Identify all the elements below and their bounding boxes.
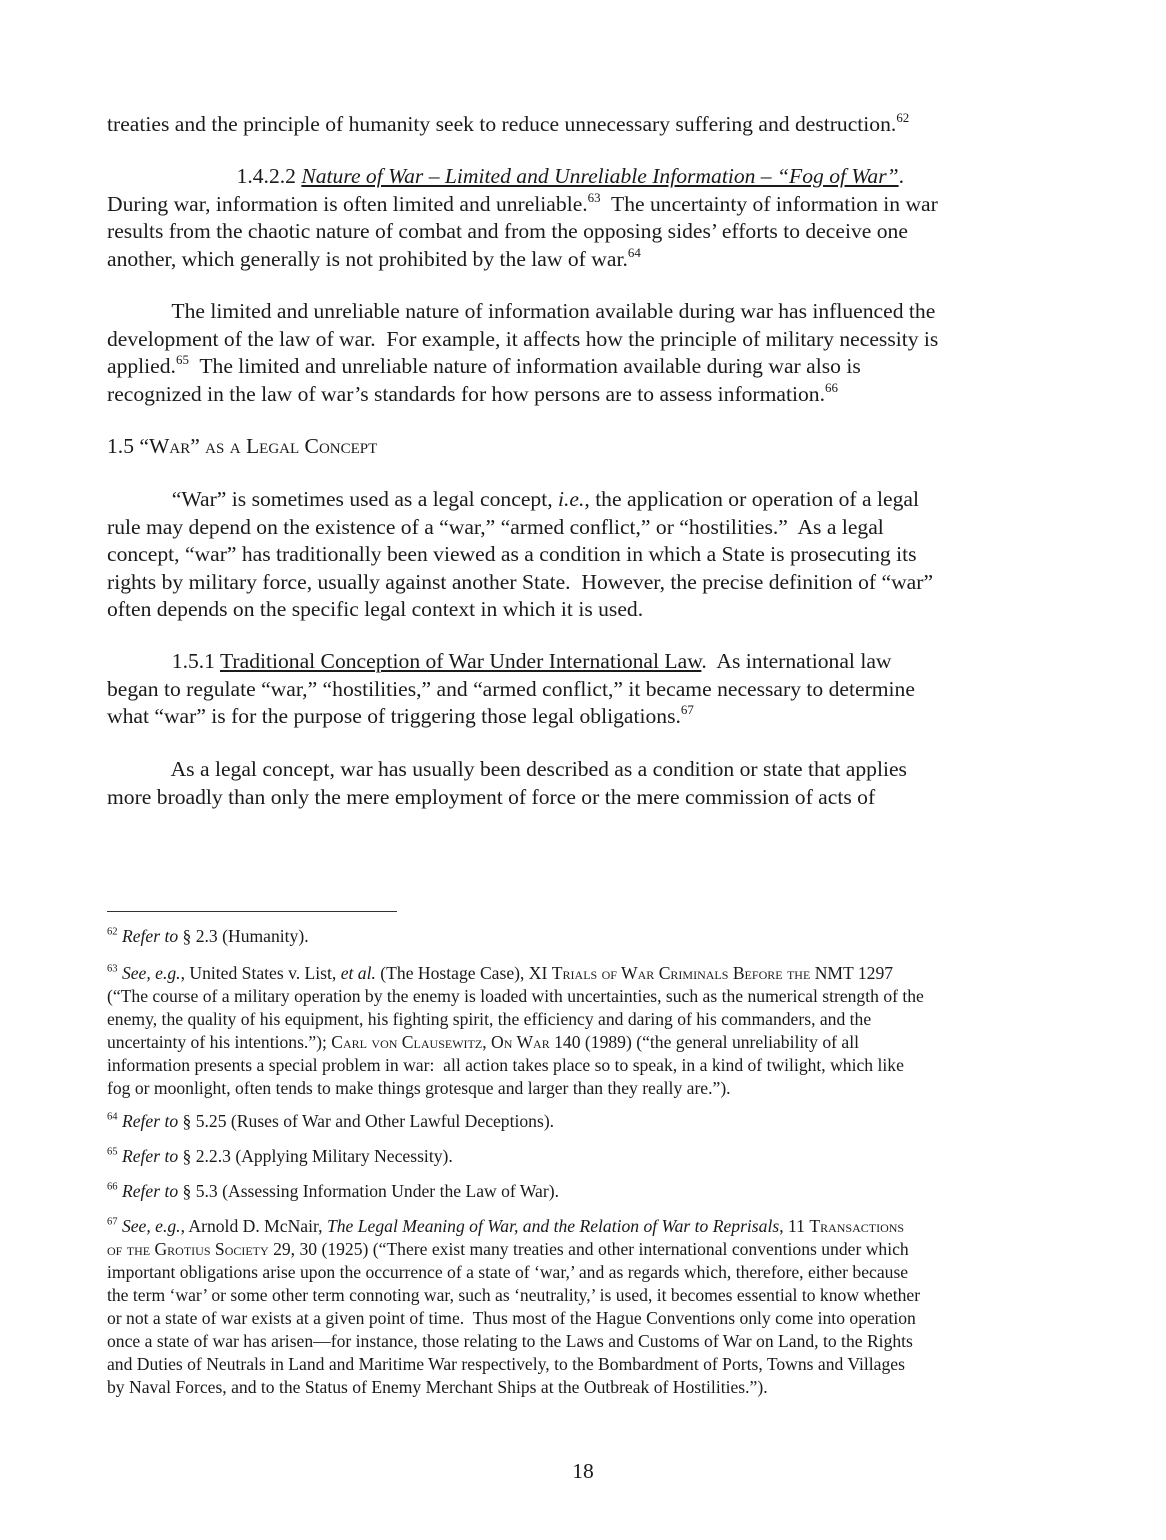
text-run: i.e. xyxy=(558,487,585,511)
footnote-62 xyxy=(107,925,309,948)
text-run: , 11 xyxy=(779,1216,810,1236)
text-run: , United States v. List, xyxy=(180,963,341,983)
footnote-reference: 66 xyxy=(825,379,838,395)
footnote-reference: 65 xyxy=(107,1146,118,1158)
text-run: Traditional Conception of War Under International Law xyxy=(219,649,702,673)
paragraph-continuation xyxy=(107,111,909,139)
text-run: Carl von Clausewitz, On War xyxy=(331,1032,550,1052)
text-run: Refer to xyxy=(121,1146,179,1166)
footnote-63 xyxy=(107,962,924,1100)
text-run: The limited and unreliable nature of information available during war also is xyxy=(188,354,861,379)
footnote-reference: 67 xyxy=(107,1216,118,1228)
text-run: of the Grotius Society xyxy=(107,1239,269,1259)
text-run: See, e.g. xyxy=(121,963,181,983)
text-run: As a legal concept, war has usually been described as a condition or state that applies xyxy=(107,757,907,781)
text-run: more broadly than only the mere employment of force or the mere commission of acts of xyxy=(107,784,876,809)
text-run: The limited and unreliable nature of information available during war has influenced the xyxy=(107,299,936,323)
paragraph-limited-information xyxy=(107,298,938,408)
text-run: NMT 1297 xyxy=(810,963,894,983)
text-run: (The Hostage Case), XI xyxy=(375,963,552,983)
text-run: § 2.3 (Humanity). xyxy=(178,926,309,946)
footnote-reference: 64 xyxy=(107,1111,118,1123)
section-heading-1-5 xyxy=(107,433,377,461)
text-run: The uncertainty of information in war xyxy=(600,191,938,216)
text-run: applied. xyxy=(107,354,176,379)
text-run: concept, “war” has traditionally been viewed as a condition in which a State is prosecuting its xyxy=(107,542,917,567)
text-run: The Legal Meaning of War, and the Relation of War to Reprisals xyxy=(326,1216,780,1236)
text-run: Transactions xyxy=(809,1216,905,1236)
text-run: Nature of War – Limited and Unreliable Information – “Fog of War” xyxy=(301,164,899,188)
text-run: fog or moonlight, often tends to make things grotesque and larger than they really are.”). xyxy=(107,1078,731,1098)
footnote-reference: 63 xyxy=(587,189,601,205)
footnote-reference: 62 xyxy=(107,926,118,938)
text-run: See, e.g. xyxy=(121,1216,181,1236)
footnote-reference: 62 xyxy=(896,109,910,125)
footnote-66 xyxy=(107,1180,559,1203)
footnote-reference: 64 xyxy=(627,244,641,260)
text-run: began to regulate “war,” “hostilities,” and “armed conflict,” it became necessary to determine xyxy=(107,676,915,701)
text-run: , Arnold D. McNair, xyxy=(180,1216,327,1236)
text-run: . As international law xyxy=(701,649,892,673)
text-run: another, which generally is not prohibited by the law of war. xyxy=(107,246,628,271)
text-run: treaties and the principle of humanity seek to reduce unnecessary suffering and destruction. xyxy=(107,112,897,136)
text-run: often depends on the specific legal context in which it is used. xyxy=(107,597,644,622)
text-run: results from the chaotic nature of combat and from the opposing sides’ efforts to deceive one xyxy=(107,219,908,244)
footnote-65 xyxy=(107,1145,453,1168)
text-run: and Duties of Neutrals in Land and Maritime War respectively, to the Bombardment of Ports, Towns and Villages xyxy=(107,1354,905,1374)
paragraph-war-legal-concept xyxy=(107,486,933,624)
footnote-67 xyxy=(107,1215,920,1399)
text-run: 1.5.1 xyxy=(107,649,220,673)
text-run: rights by military force, usually against another State. However, the precise definition of “war” xyxy=(107,569,934,594)
text-run: information presents a special problem in war: all action takes place so to speak, in a kind of twilight, which like xyxy=(107,1055,904,1075)
text-run: Refer to xyxy=(121,1111,179,1131)
text-run: . xyxy=(898,164,905,188)
footnote-reference: 63 xyxy=(107,963,118,975)
text-run: Trials of War Criminals Before the xyxy=(551,963,811,983)
footnote-reference: 67 xyxy=(680,702,694,718)
footnote-separator xyxy=(107,911,397,912)
text-run: § 5.25 (Ruses of War and Other Lawful Deceptions). xyxy=(178,1111,555,1131)
text-run: § 2.2.3 (Applying Military Necessity). xyxy=(178,1146,453,1166)
text-run: § 5.3 (Assessing Information Under the Law of War). xyxy=(178,1181,559,1201)
text-run: or not a state of war exists at a given point of time. Thus most of the Hague Conventions only come into operation xyxy=(107,1308,916,1328)
paragraph-1-4-2-2-fog-of-war xyxy=(107,163,938,273)
text-run: , the application or operation of a legal xyxy=(584,487,919,511)
text-run: 1.5 “War” as a Legal Concept xyxy=(107,434,378,458)
text-run: once a state of war has arisen—for instance, those relating to the Laws and Customs of War on Land, to the Rights xyxy=(107,1331,913,1351)
footnote-reference: 65 xyxy=(175,352,189,368)
text-run: development of the law of war. For example, it affects how the principle of military necessity is xyxy=(107,326,939,351)
text-run: 140 (1989) (“the general unreliability of all xyxy=(549,1032,859,1052)
text-run: uncertainty of his intentions.”); xyxy=(107,1032,332,1052)
footnote-64 xyxy=(107,1110,554,1133)
text-run: Refer to xyxy=(121,1181,179,1201)
text-run: “War” is sometimes used as a legal concept, xyxy=(107,487,558,511)
footnote-reference: 66 xyxy=(107,1181,118,1193)
text-run: rule may depend on the existence of a “war,” “armed conflict,” or “hostilities.” As a legal xyxy=(107,514,884,539)
text-run: 29, 30 (1925) (“There exist many treaties and other international conventions under which xyxy=(268,1239,909,1259)
text-run: what “war” is for the purpose of triggering those legal obligations. xyxy=(107,704,681,729)
text-run: 1.4.2.2 xyxy=(107,164,302,188)
text-run: et al. xyxy=(340,963,376,983)
text-run: During war, information is often limited and unreliable. xyxy=(107,191,588,216)
page-number: 18 xyxy=(572,1459,594,1483)
text-run: the term ‘war’ or some other term connoting war, such as ‘neutrality,’ is used, it becomes essential to know whether xyxy=(107,1285,921,1305)
text-run: important obligations arise upon the occurrence of a state of ‘war,’ and as regards which, therefore, either because xyxy=(107,1262,909,1282)
text-run: by Naval Forces, and to the Status of Enemy Merchant Ships at the Outbreak of Hostilities.”). xyxy=(107,1377,768,1397)
text-run: Refer to xyxy=(121,926,179,946)
paragraph-legal-concept-condition xyxy=(107,756,907,811)
paragraph-1-5-1-traditional-conception xyxy=(107,648,915,731)
text-run: (“The course of a military operation by the enemy is loaded with uncertainties, such as the numerical strength of the xyxy=(107,986,924,1006)
text-run: enemy, the quality of his equipment, his fighting spirit, the efficiency and daring of his commanders, and the xyxy=(107,1009,872,1029)
text-run: recognized in the law of war’s standards for how persons are to assess information. xyxy=(107,381,825,406)
